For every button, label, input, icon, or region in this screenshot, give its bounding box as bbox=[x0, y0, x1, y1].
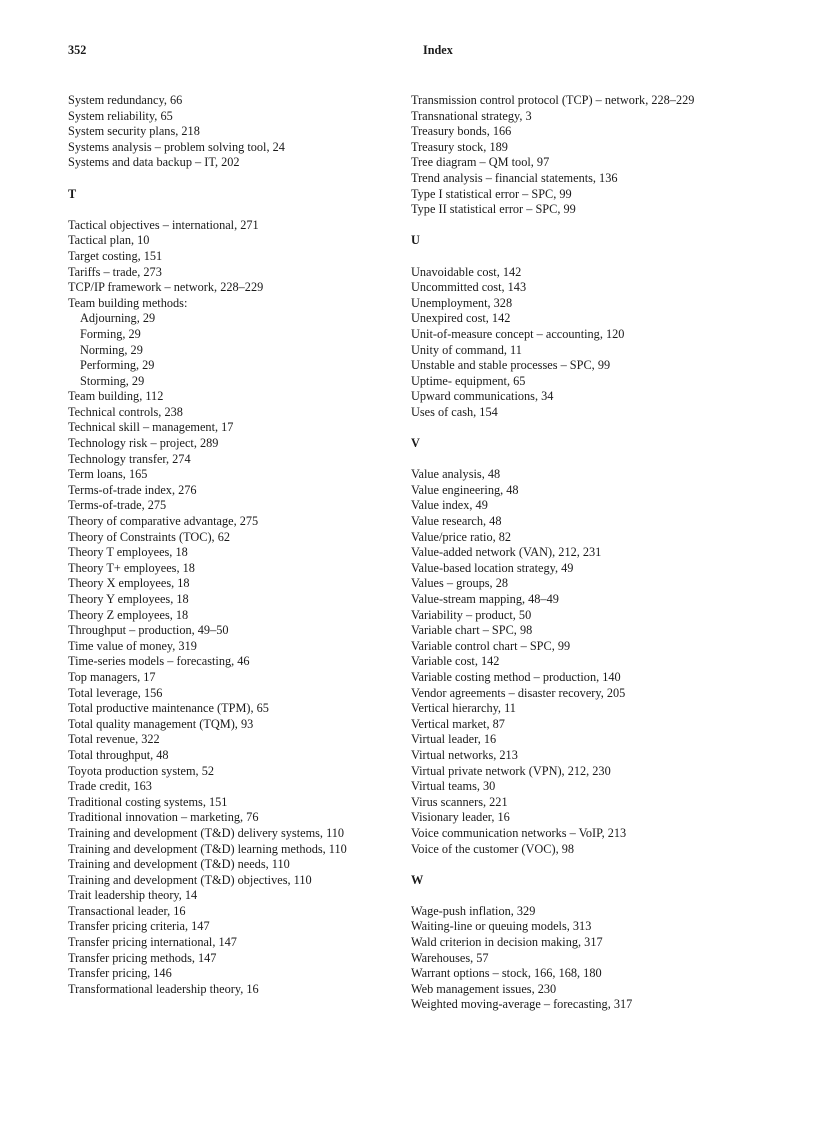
index-entry: Virtual leader, 16 bbox=[411, 732, 497, 747]
index-entry: Uses of cash, 154 bbox=[411, 404, 498, 419]
index-entry: Unexpired cost, 142 bbox=[411, 311, 511, 326]
index-entry: Values – groups, 28 bbox=[411, 576, 508, 591]
index-entry: Variable costing method – production, 140 bbox=[411, 669, 621, 684]
index-entry: System redundancy, 66 bbox=[68, 93, 183, 107]
index-entry: Norming, 29 bbox=[80, 342, 143, 357]
index-entry: Theory Z employees, 18 bbox=[68, 607, 189, 622]
index-entry: Voice of the customer (VOC), 98 bbox=[411, 841, 575, 856]
index-entry: Time value of money, 319 bbox=[68, 638, 197, 653]
letter-heading-u: U bbox=[411, 233, 420, 248]
index-entry: Treasury stock, 189 bbox=[411, 139, 508, 154]
index-entry: Theory Y employees, 18 bbox=[68, 592, 189, 606]
index-entry: Vertical hierarchy, 11 bbox=[411, 701, 516, 716]
index-entry: Theory T employees, 18 bbox=[68, 545, 188, 560]
index-entry: Virtual private network (VPN), 212, 230 bbox=[411, 763, 611, 778]
index-entry: Tree diagram – QM tool, 97 bbox=[411, 155, 550, 170]
index-entry: Warehouses, 57 bbox=[411, 950, 489, 965]
index-entry: Terms-of-trade index, 276 bbox=[68, 482, 197, 497]
index-column-left bbox=[68, 93, 398, 997]
index-entry: Variable cost, 142 bbox=[411, 654, 500, 669]
index-column-right bbox=[411, 93, 741, 1013]
index-entry: Trade credit, 163 bbox=[68, 779, 152, 794]
letter-heading-t: T bbox=[68, 186, 77, 201]
index-entry: Technology transfer, 274 bbox=[68, 451, 191, 466]
index-entry: Adjourning, 29 bbox=[80, 311, 156, 326]
index-entry: Technical skill – management, 17 bbox=[68, 420, 234, 435]
index-entry: Type I statistical error – SPC, 99 bbox=[411, 186, 572, 201]
index-entry: Theory T+ employees, 18 bbox=[68, 560, 195, 575]
team-building-subentries bbox=[68, 311, 398, 389]
index-entry: Training and development (T&D) learning methods, 110 bbox=[68, 841, 347, 856]
index-entry: Performing, 29 bbox=[80, 358, 155, 373]
t-entries-continued bbox=[68, 389, 398, 826]
page-header bbox=[68, 43, 748, 59]
index-entry: Vertical market, 87 bbox=[411, 716, 505, 731]
index-entry: Transfer pricing, 146 bbox=[68, 966, 172, 981]
index-entry: System security plans, 218 bbox=[68, 124, 200, 139]
index-entry: Systems and data backup – IT, 202 bbox=[68, 155, 240, 170]
index-entry: Terms-of-trade, 275 bbox=[68, 498, 167, 513]
index-entry: Traditional innovation – marketing, 76 bbox=[68, 810, 259, 825]
index-entry: Unemployment, 328 bbox=[411, 295, 513, 310]
index-entry: Value index, 49 bbox=[411, 498, 488, 513]
index-entry: Uptime- equipment, 65 bbox=[411, 373, 526, 388]
index-entry: Value/price ratio, 82 bbox=[411, 529, 512, 544]
index-entry: Total leverage, 156 bbox=[68, 685, 163, 700]
index-entry: Value engineering, 48 bbox=[411, 482, 519, 497]
index-entry: Variable chart – SPC, 98 bbox=[411, 623, 533, 638]
index-entry: Systems analysis – problem solving tool, 24 bbox=[68, 139, 285, 154]
index-entry: Weighted moving-average – forecasting, 317 bbox=[411, 997, 633, 1012]
letter-heading-w: W bbox=[411, 872, 424, 887]
index-entry: Visionary leader, 16 bbox=[411, 810, 510, 825]
index-entry: Type II statistical error – SPC, 99 bbox=[411, 202, 576, 217]
index-entry: Transformational leadership theory, 16 bbox=[68, 981, 259, 996]
v-entries bbox=[411, 467, 741, 857]
index-entry: Theory X employees, 18 bbox=[68, 576, 190, 591]
index-entry: Transfer pricing methods, 147 bbox=[68, 950, 217, 965]
index-entry: Tariffs – trade, 273 bbox=[68, 264, 162, 279]
index-entry: Voice communication networks – VoIP, 213 bbox=[411, 825, 627, 840]
index-entry: Transnational strategy, 3 bbox=[411, 108, 532, 123]
letter-heading-v: V bbox=[411, 436, 420, 451]
index-entry: Transfer pricing criteria, 147 bbox=[68, 919, 210, 934]
index-entry: Virtual networks, 213 bbox=[411, 747, 518, 762]
index-entry: Traditional costing systems, 151 bbox=[68, 794, 228, 809]
index-entry: System reliability, 65 bbox=[68, 108, 173, 123]
index-entry: Team building methods: bbox=[68, 295, 188, 310]
u-entries bbox=[411, 265, 741, 421]
index-entry: Unity of command, 11 bbox=[411, 342, 522, 357]
index-entry: Virtual teams, 30 bbox=[411, 779, 496, 794]
index-entry: Tactical objectives – international, 271 bbox=[68, 217, 259, 232]
index-entry: Time-series models – forecasting, 46 bbox=[68, 654, 250, 669]
index-entry: Variability – product, 50 bbox=[411, 607, 532, 622]
index-entry: Waiting-line or queuing models, 313 bbox=[411, 919, 592, 934]
index-entry: Unavoidable cost, 142 bbox=[411, 264, 522, 279]
index-entry: Total productive maintenance (TPM), 65 bbox=[68, 701, 269, 716]
index-entry: Technology risk – project, 289 bbox=[68, 436, 219, 451]
index-entry: Training and development (T&D) needs, 110 bbox=[68, 857, 290, 872]
index-entry: Theory of Constraints (TOC), 62 bbox=[68, 529, 231, 544]
index-entry: Value-added network (VAN), 212, 231 bbox=[411, 545, 602, 560]
index-entry: Wage-push inflation, 329 bbox=[411, 903, 536, 918]
index-entry: Value analysis, 48 bbox=[411, 467, 501, 482]
index-entry: Trait leadership theory, 14 bbox=[68, 888, 198, 903]
index-entry: Forming, 29 bbox=[80, 326, 141, 341]
index-entry: Wald criterion in decision making, 317 bbox=[411, 935, 603, 950]
index-entry: Virus scanners, 221 bbox=[411, 794, 508, 809]
index-entry: Upward communications, 34 bbox=[411, 389, 554, 404]
index-entry: Top managers, 17 bbox=[68, 669, 156, 684]
t-entries-final bbox=[68, 857, 398, 997]
t-entries bbox=[68, 218, 398, 312]
index-entry: Value research, 48 bbox=[411, 514, 502, 529]
index-entry: Toyota production system, 52 bbox=[68, 763, 215, 778]
w-entries bbox=[411, 904, 741, 1013]
index-entry: Unstable and stable processes – SPC, 99 bbox=[411, 358, 611, 373]
index-entry: Transactional leader, 16 bbox=[68, 903, 186, 918]
index-entry: Value-based location strategy, 49 bbox=[411, 560, 574, 575]
s-entries bbox=[68, 93, 398, 171]
index-entry: TCP/IP framework – network, 228–229 bbox=[68, 280, 264, 295]
page-number: 352 bbox=[68, 43, 87, 57]
index-entry: Transmission control protocol (TCP) – network, 228–229 bbox=[411, 93, 695, 107]
index-entry: Target costing, 151 bbox=[68, 248, 163, 263]
index-entry: Training and development (T&D) objectives, 110 bbox=[68, 872, 312, 887]
index-entry: Theory of comparative advantage, 275 bbox=[68, 514, 259, 529]
index-entry: Warrant options – stock, 166, 168, 180 bbox=[411, 966, 602, 981]
index-entry: Uncommitted cost, 143 bbox=[411, 280, 527, 295]
index-entry: Unit-of-measure concept – accounting, 120 bbox=[411, 326, 625, 341]
index-entry: Total quality management (TQM), 93 bbox=[68, 716, 254, 731]
index-entry: Value-stream mapping, 48–49 bbox=[411, 592, 559, 606]
index-entry: Tactical plan, 10 bbox=[68, 233, 150, 248]
index-entry: Training and development (T&D) delivery systems, 110 bbox=[68, 825, 345, 840]
index-entry: Variable control chart – SPC, 99 bbox=[411, 638, 571, 653]
index-entry: Total revenue, 322 bbox=[68, 732, 160, 747]
index-entry: Throughput – production, 49–50 bbox=[68, 623, 229, 638]
index-entry: Team building, 112 bbox=[68, 389, 164, 404]
index-entry: Term loans, 165 bbox=[68, 467, 148, 482]
index-entry: Technical controls, 238 bbox=[68, 404, 183, 419]
t-entries-right bbox=[411, 109, 741, 218]
index-entry: Transfer pricing international, 147 bbox=[68, 935, 237, 950]
index-entry: Trend analysis – financial statements, 136 bbox=[411, 170, 618, 185]
running-head: Index bbox=[423, 43, 453, 57]
index-entry: Storming, 29 bbox=[80, 373, 145, 388]
index-entry: Web management issues, 230 bbox=[411, 981, 557, 996]
index-entry: Vendor agreements – disaster recovery, 205 bbox=[411, 685, 626, 700]
index-entry: Total throughput, 48 bbox=[68, 747, 169, 762]
index-entry: Treasury bonds, 166 bbox=[411, 124, 512, 139]
